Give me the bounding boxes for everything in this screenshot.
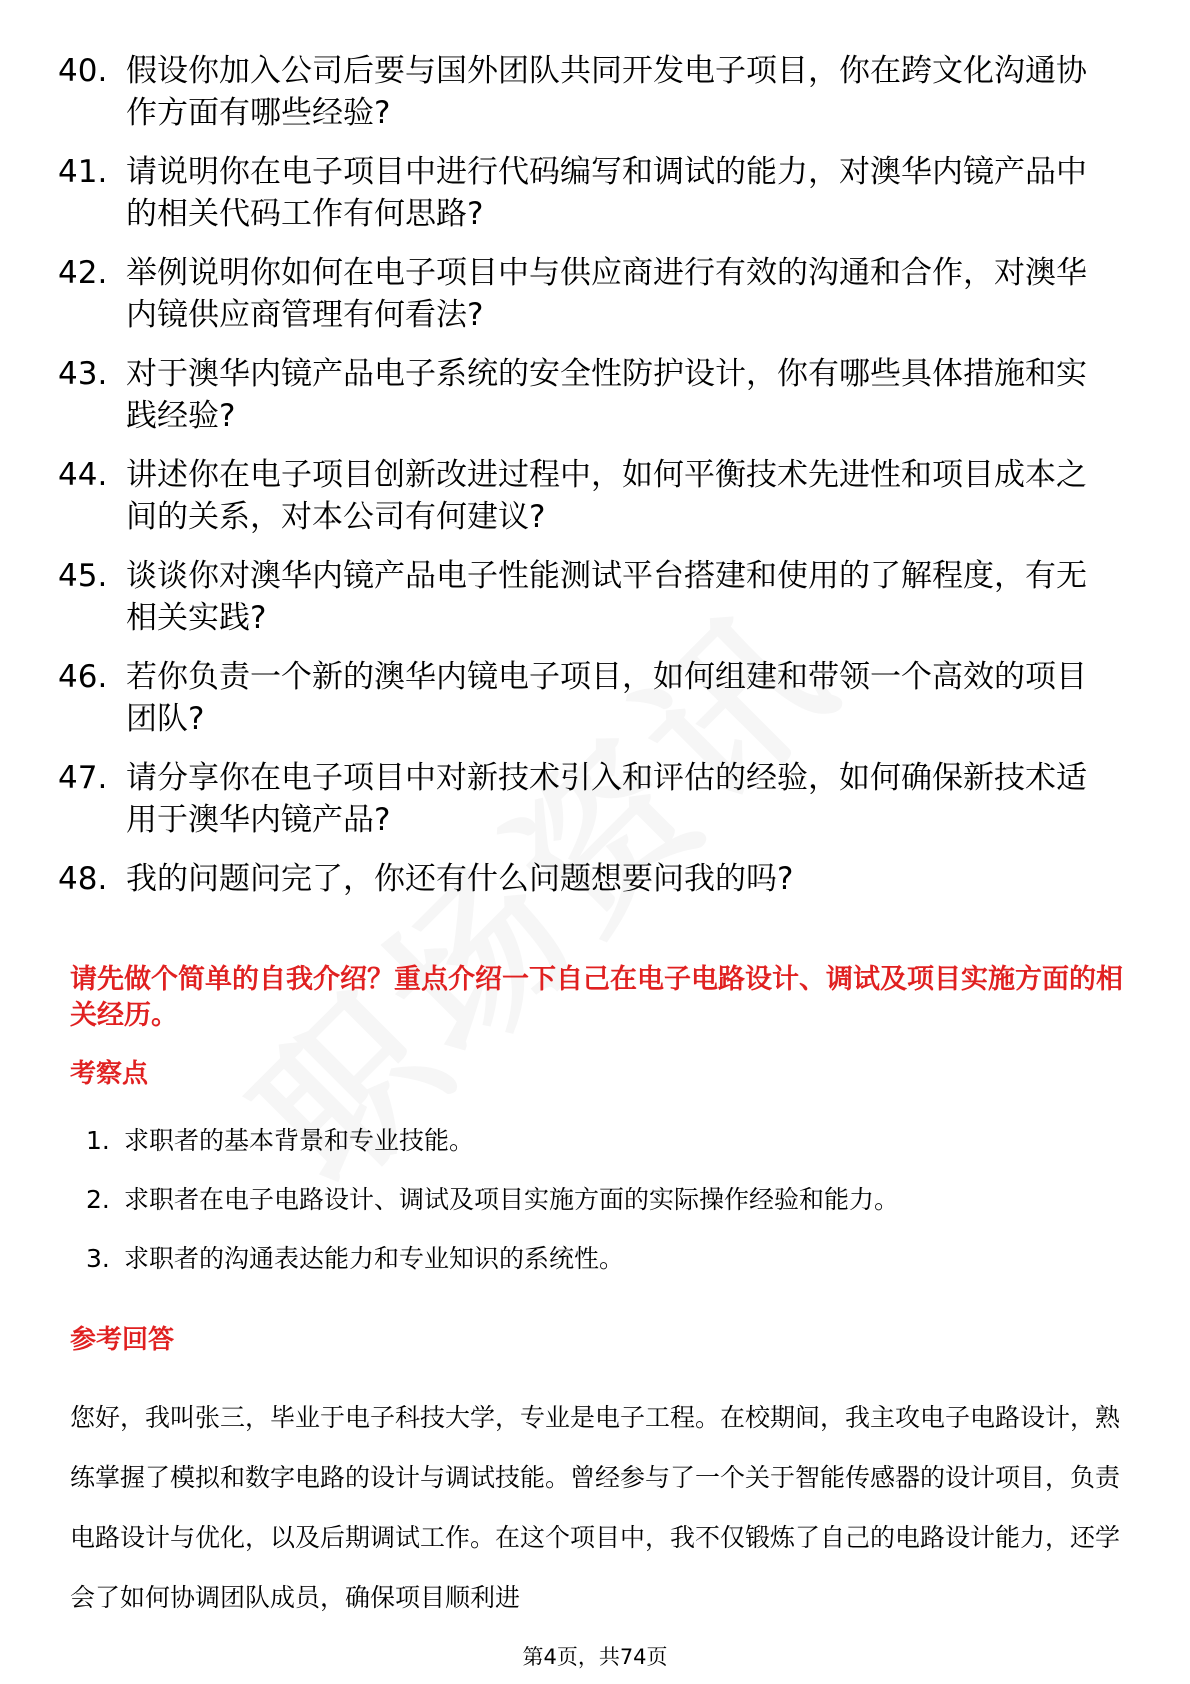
question-item [0, 858, 1190, 900]
question-number: 48. [58, 861, 108, 897]
assessment-title: 考察点 [70, 1059, 149, 1089]
question-text: 若你负责一个新的澳华内镜电子项目，如何组建和带领一个高效的项目团队? [126, 659, 1087, 737]
question-item [0, 353, 1190, 437]
reference-answer-text: 您好，我叫张三，毕业于电子科技大学，专业是电子工程。在校期间，我主攻电子电路设计，熟练掌握了模拟和数字电路的设计与调试技能。曾经参与了一个关于智能传感器的设计项目，负责电路设计与优化，以及后期调试工作。在这个项目中，我不仅锻炼了自己的电路设计能力，还学会了如何协调团队成员，确保项目顺利进 [70, 1403, 1121, 1612]
question-text: 讲述你在电子项目创新改进过程中，如何平衡技术先进性和项目成本之间的关系，对本公司有何建议? [126, 457, 1087, 535]
question-number: 43. [58, 356, 108, 392]
point-number: 3. [86, 1244, 110, 1273]
question-list [0, 50, 1190, 917]
question-text: 我的问题问完了，你还有什么问题想要问我的吗? [126, 861, 794, 897]
question-item [0, 757, 1190, 841]
assessment-point [0, 1242, 1190, 1276]
question-text: 假设你加入公司后要与国外团队共同开发电子项目，你在跨文化沟通协作方面有哪些经验? [126, 53, 1087, 131]
assessment-points [0, 1124, 1190, 1301]
featured-question: 请先做个简单的自我介绍？重点介绍一下自己在电子电路设计、调试及项目实施方面的相关经历。 [70, 964, 1123, 1031]
question-number: 44. [58, 457, 108, 493]
question-item [0, 454, 1190, 538]
question-number: 46. [58, 659, 108, 695]
question-number: 42. [58, 255, 108, 291]
question-text: 对于澳华内镜产品电子系统的安全性防护设计，你有哪些具体措施和实践经验? [126, 356, 1087, 434]
reference-answer-title: 参考回答 [70, 1325, 175, 1355]
question-item [0, 656, 1190, 740]
point-text: 求职者在电子电路设计、调试及项目实施方面的实际操作经验和能力。 [124, 1185, 900, 1214]
question-number: 40. [58, 53, 108, 89]
question-item [0, 555, 1190, 639]
assessment-point [0, 1183, 1190, 1217]
question-text: 请分享你在电子项目中对新技术引入和评估的经验，如何确保新技术适用于澳华内镜产品? [126, 760, 1087, 838]
question-text: 请说明你在电子项目中进行代码编写和调试的能力，对澳华内镜产品中的相关代码工作有何思路? [126, 154, 1087, 232]
page-footer: 第4页，共74页 [522, 1645, 668, 1669]
question-text: 举例说明你如何在电子项目中与供应商进行有效的沟通和合作，对澳华内镜供应商管理有何看法? [126, 255, 1087, 333]
question-item [0, 252, 1190, 336]
question-item [0, 50, 1190, 134]
question-item [0, 151, 1190, 235]
point-text: 求职者的沟通表达能力和专业知识的系统性。 [124, 1244, 625, 1273]
point-number: 1. [86, 1126, 110, 1155]
assessment-point [0, 1124, 1190, 1158]
point-text: 求职者的基本背景和专业技能。 [124, 1126, 475, 1155]
question-number: 47. [58, 760, 108, 796]
question-number: 45. [58, 558, 108, 594]
point-number: 2. [86, 1185, 110, 1214]
question-text: 谈谈你对澳华内镜产品电子性能测试平台搭建和使用的了解程度，有无相关实践? [126, 558, 1087, 636]
question-number: 41. [58, 154, 108, 190]
